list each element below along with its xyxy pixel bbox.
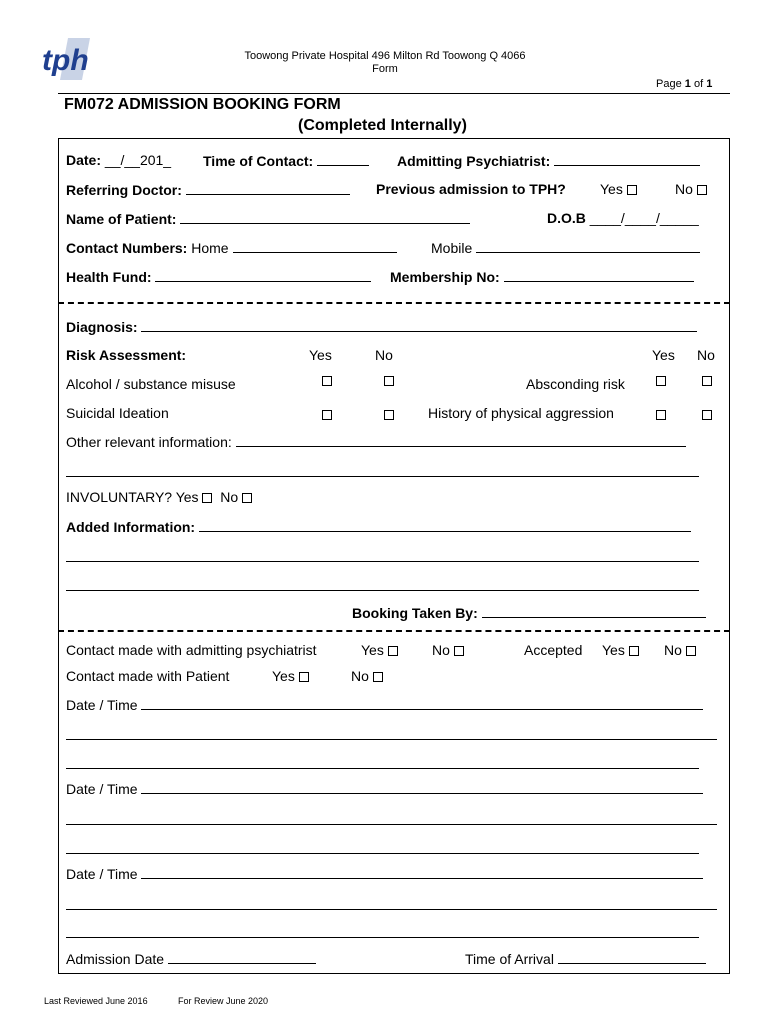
absconding-no-checkbox[interactable] [702, 376, 712, 386]
form-frame [58, 138, 730, 974]
risk-no-header-right: No [697, 347, 715, 363]
checkbox-icon[interactable] [454, 646, 464, 656]
time-of-contact-field[interactable]: Time of Contact: [203, 152, 369, 169]
health-fund-field[interactable]: Health Fund: [66, 268, 371, 285]
date-field[interactable]: Date: __/__201_ [66, 152, 172, 168]
datetime-line[interactable] [66, 909, 717, 910]
membership-field[interactable]: Membership No: [390, 268, 694, 285]
header-rule [58, 93, 730, 94]
previous-admission-no[interactable]: No [675, 181, 707, 197]
page-number: Page 1 of 1 [656, 78, 713, 90]
absconding-yes-checkbox[interactable] [656, 376, 666, 386]
contact-psychiatrist-yes[interactable]: Yes [361, 642, 398, 658]
involuntary-yes-checkbox[interactable] [202, 493, 212, 503]
accepted-no[interactable]: No [664, 642, 696, 658]
accepted-label: Accepted [524, 642, 583, 658]
contact-patient-label: Contact made with Patient [66, 668, 230, 684]
booking-taken-by-field[interactable]: Booking Taken By: [352, 604, 706, 621]
diagnosis-field[interactable]: Diagnosis: [66, 318, 697, 335]
alcohol-no-checkbox[interactable] [384, 376, 394, 386]
added-info-line-1[interactable] [66, 561, 699, 562]
datetime-field-2[interactable]: Date / Time [66, 780, 703, 797]
contact-mobile-field[interactable]: Mobile [431, 239, 700, 256]
for-review-text: For Review June 2020 [178, 996, 269, 1006]
datetime-field-3[interactable]: Date / Time [66, 865, 703, 882]
risk-no-header: No [375, 347, 393, 363]
suicidal-yes-checkbox[interactable] [322, 410, 332, 420]
suicidal-label: Suicidal Ideation [66, 405, 169, 421]
contact-patient-no[interactable]: No [351, 668, 383, 684]
form-label: Form [372, 63, 398, 75]
contact-patient-yes[interactable]: Yes [272, 668, 309, 684]
accepted-yes[interactable]: Yes [602, 642, 639, 658]
involuntary-no-checkbox[interactable] [242, 493, 252, 503]
checkbox-icon[interactable] [629, 646, 639, 656]
hospital-address: Toowong Private Hospital 496 Milton Rd Toowong Q 4066 [244, 50, 526, 62]
checkbox-icon[interactable] [686, 646, 696, 656]
contact-psychiatrist-no[interactable]: No [432, 642, 464, 658]
datetime-line[interactable] [66, 739, 717, 740]
time-of-arrival-field[interactable]: Time of Arrival [465, 950, 706, 967]
referring-doctor-field[interactable]: Referring Doctor: [66, 181, 350, 198]
added-info-field[interactable]: Added Information: [66, 518, 691, 535]
aggression-no-checkbox[interactable] [702, 410, 712, 420]
datetime-line[interactable] [66, 853, 699, 854]
aggression-label: History of physical aggression [428, 405, 614, 421]
dob-field[interactable]: D.O.B ____/____/_____ [547, 210, 699, 226]
checkbox-icon[interactable] [373, 672, 383, 682]
previous-admission-label: Previous admission to TPH? [376, 181, 566, 197]
other-info-line[interactable] [66, 476, 699, 477]
section-divider [58, 302, 730, 304]
checkbox-icon[interactable] [697, 185, 707, 195]
suicidal-no-checkbox[interactable] [384, 410, 394, 420]
other-info-field[interactable]: Other relevant information: [66, 433, 686, 450]
checkbox-icon[interactable] [388, 646, 398, 656]
contact-psychiatrist-label: Contact made with admitting psychiatrist [66, 642, 317, 658]
datetime-line[interactable] [66, 824, 717, 825]
contact-home-field[interactable]: Contact Numbers: Home [66, 239, 397, 256]
last-reviewed-text: Last Reviewed June 2016 [44, 996, 148, 1006]
datetime-field-1[interactable]: Date / Time [66, 696, 703, 713]
datetime-line[interactable] [66, 937, 699, 938]
risk-assessment-label: Risk Assessment: [66, 347, 187, 363]
admitting-psychiatrist-field[interactable]: Admitting Psychiatrist: [397, 152, 700, 169]
form-subtitle: (Completed Internally) [298, 117, 467, 134]
aggression-yes-checkbox[interactable] [656, 410, 666, 420]
alcohol-label: Alcohol / substance misuse [66, 376, 236, 392]
risk-yes-header: Yes [309, 347, 332, 363]
previous-admission-yes[interactable]: Yes [600, 181, 637, 197]
risk-yes-header-right: Yes [652, 347, 675, 363]
form-title: FM072 ADMISSION BOOKING FORM [64, 96, 341, 113]
involuntary-field: INVOLUNTARY? Yes No [66, 489, 252, 505]
svg-text:tph: tph [42, 44, 89, 77]
absconding-label: Absconding risk [526, 376, 625, 392]
tph-logo [40, 36, 110, 82]
alcohol-yes-checkbox[interactable] [322, 376, 332, 386]
checkbox-icon[interactable] [627, 185, 637, 195]
checkbox-icon[interactable] [299, 672, 309, 682]
patient-name-field[interactable]: Name of Patient: [66, 210, 470, 227]
added-info-line-2[interactable] [66, 590, 699, 591]
admission-date-field[interactable]: Admission Date [66, 950, 316, 967]
section-divider [58, 630, 730, 632]
datetime-line[interactable] [66, 768, 699, 769]
